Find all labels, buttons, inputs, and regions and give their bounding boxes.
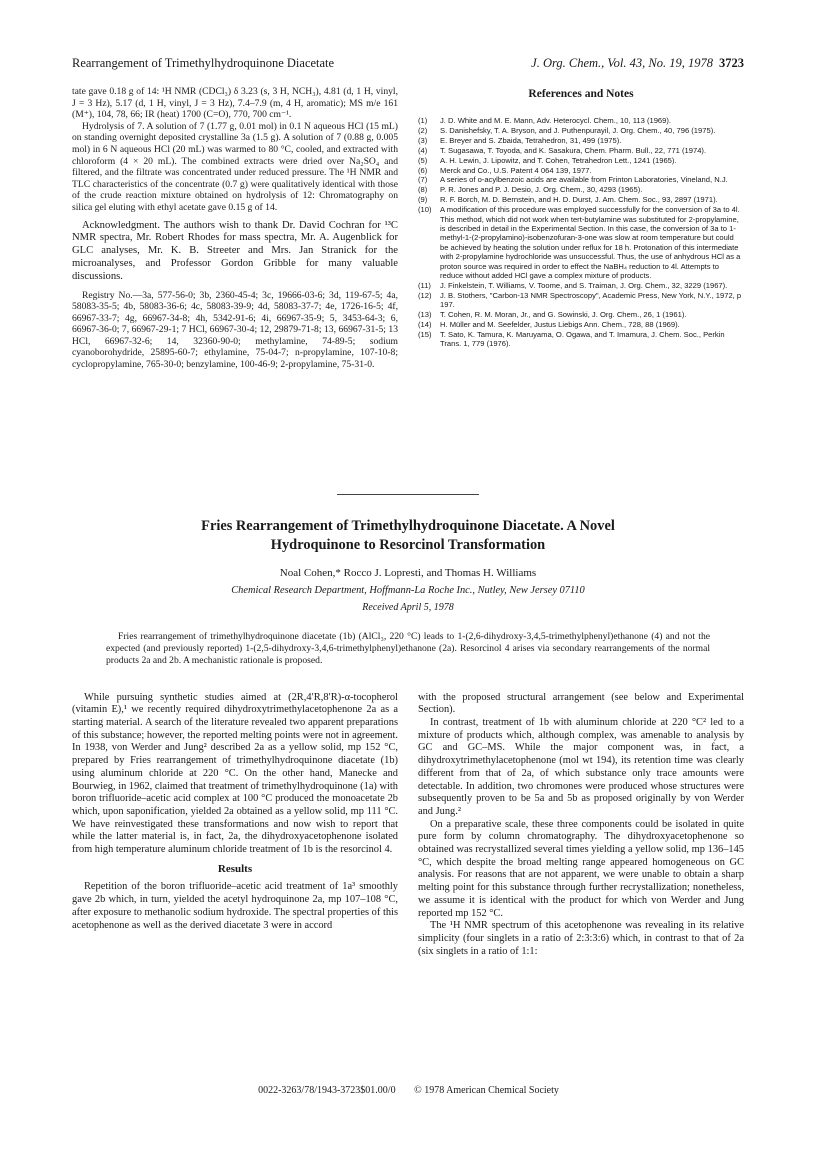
body-paragraph: with the proposed structural arrangement (see below and Experimental Section). <box>418 691 744 716</box>
body-paragraph: In contrast, treatment of 1b with aluminum chloride at 220 °C² led to a mixture of products which, although complex, was amenable to analysis by GC and GC–MS. While the major component was, in fact, a dihydroxytrimethylacetophenone (mol wt 194), its retention time was clearly different from that of 2a, of which substance only trace amounts were detectable. In addition, two chromones were produced whose structures were subsequently proven to be 5a and 5b as proposed originally by von Werder and Jung.² <box>418 717 744 817</box>
article-body <box>72 692 744 982</box>
body-paragraph: Repetition of the boron trifluoride–acetic acid treatment of 1a³ smoothly gave 2b which, in turn, yielded the acetyl hydroquinone 2a, mp 107–108 °C, after exposure to methanolic sodium hydroxide. The spectral properties of this acetophenone as well as the derived diacetate 3 were in accord <box>72 881 398 931</box>
reference-item: (3) E. Breyer and S. Zbaida, Tetrahedron, 31, 499 (1975). <box>418 135 622 145</box>
article-authors: Noal Cohen,* Rocco J. Lopresti, and Thomas H. Williams <box>279 567 537 579</box>
received-date: Received April 5, 1978 <box>362 602 454 613</box>
registry-numbers: Registry No.—3a, 577-56-0; 3b, 2360-45-4; 3c, 19666-03-6; 3d, 119-67-5; 4a, 58083-35-5; 4b, 58083-36-6; 4c, 58083-39-9; 4d, 58083-37-7; 4e, 1726-16-5; 4f, 66967-33-7; 4g, 66967-34-8; 4h, 5342-91-6; 4i, 66967-35-9; 5, 3453-64-3; 6, 66967-36-0; 7, 66967-29-1; 7 HCl, 66967-30-4; 12, 29879-71-8; 13, 66967-31-5; 13 HCl, 66967-32-6; 14, 32360-90-0; methylamine, 74-89-5; sodium cyanoborohydride, 25895-60-7; ethylamine, 75-04-7; n-propylamine, 107-10-8; cyclopropylamine, 765-30-0; benzylamine, 100-46-9; 2-propylamine, 75-31-0. <box>72 289 398 371</box>
references-column <box>418 86 744 349</box>
article-code: 0022-3263/78/1943-3723$01.00/0 <box>258 1085 396 1096</box>
reference-item: (11) J. Finkelstein, T. Williams, V. Toome, and S. Traiman, J. Org. Chem., 32, 3229 (1967). <box>418 280 728 290</box>
reference-item: (7) A series of o-acylbenzoic acids are available from Frinton Laboratories, Vineland, N.J. <box>418 175 728 185</box>
body-paragraph: On a preparative scale, these three components could be isolated in quite pure form by column chromatography. The dihydroxyacetophenone so obtained was recrystallized several times yielding a yellow solid, mp 136–145 °C, which despite the broad melting range appeared homogeneous on GC analysis. For reasons that are not apparent, we were unable to obtain a sharp melting point for this substance through further recrystallization; nonetheless, we assume it is identical with the product for which von Werder and Jung reported mp 152 °C. <box>418 818 744 919</box>
references-title: References and Notes <box>528 88 634 100</box>
reference-item: (2) S. Danishefsky, T. A. Bryson, and J. Puthenpurayil, J. Org. Chem., 40, 796 (1975). <box>418 125 716 135</box>
section-divider <box>337 494 479 495</box>
reference-item: (9) R. F. Borch, M. D. Bernstein, and H. D. Durst, J. Am. Chem. Soc., 93, 2897 (1971). <box>418 195 718 205</box>
experimental-paragraph: tate gave 0.18 g of 14: ¹H NMR (CDCl₃) δ 3.23 (s, 3 H, NCH₃), 4.81 (d, 1 H, vinyl, J = 3 Hz), 5.17 (d, 1 H, vinyl, J = 3 Hz), 7.4–7.9 (m, 4 H, aromatic); MS m/e 161 (M⁺), 104, 78, 66; IR (heat) 1700 (C=O), 770, 700 cm⁻¹. <box>72 86 398 121</box>
running-title: Rearrangement of Trimethylhydroquinone Diacetate <box>72 56 335 70</box>
page-number: 3723 <box>719 56 744 70</box>
journal-citation <box>531 56 744 71</box>
reference-list <box>418 116 744 349</box>
reference-item: (5) A. H. Lewin, J. Lipowitz, and T. Cohen, Tetrahedron Lett., 1241 (1965). <box>418 155 677 165</box>
running-header <box>72 56 744 76</box>
acknowledgment: Acknowledgment. The authors wish to thank Dr. David Cochran for ¹³C NMR spectra, Mr. Robert Rhodes for mass spectra, Mr. A. Augenblick for GLC analyses, Mr. K. B. Streeter and Mrs. Jan Stranick for the microanalyses, and Professor Gordon Gribble for many valuable discussions. <box>72 219 398 282</box>
abstract: Fries rearrangement of trimethylhydroquinone diacetate (1b) (AlCl₃, 220 °C) leads to 1-(2,6-dihydroxy-3,4,5-trimethylphenyl)ethanone (4) and not the expected (and previously reported) 1-(2,5-dihydroxy-3,4,6-trimethylphenyl)ethanone (2a). Resorcinol 4 arises via secondary rearrangements of the normal products 2a and 2b. A mechanistic rationale is proposed. <box>106 631 710 667</box>
reference-item: (6) Merck and Co., U.S. Patent 4 064 139, 1977. <box>418 165 592 175</box>
body-paragraph: The ¹H NMR spectrum of this acetophenone was revealing in its relative simplicity (four singlets in a ratio of 2:3:3:6) which, in contrast to that of 2a (six singlets in a ratio of 1:1: <box>418 920 744 957</box>
reference-item: (1) J. D. White and M. E. Mann, Adv. Heterocycl. Chem., 10, 113 (1969). <box>418 116 672 125</box>
reference-item: (13) T. Cohen, R. M. Moran, Jr., and G. Sowinski, J. Org. Chem., 26, 1 (1961). <box>418 310 687 320</box>
reference-item: (12) J. B. Stothers, "Carbon-13 NMR Spectroscopy", Academic Press, New York, N.Y., 1972, p 197. <box>418 290 742 310</box>
reference-item: (8) P. R. Jones and P. J. Desio, J. Org. Chem., 30, 4293 (1965). <box>418 185 643 195</box>
reference-item: (4) T. Sugasawa, T. Toyoda, and K. Sasakura, Chem. Pharm. Bull., 22, 771 (1974). <box>418 145 707 155</box>
previous-article-column <box>72 86 398 371</box>
article-affiliation: Chemical Research Department, Hoffmann-La Roche Inc., Nutley, New Jersey 07110 <box>231 585 585 596</box>
journal-name: J. Org. Chem., Vol. 43, No. 19, 1978 <box>531 56 713 70</box>
section-heading-results: Results <box>217 862 253 875</box>
previous-article-section <box>72 86 744 478</box>
reference-item: (15) T. Sato, K. Tamura, K. Maruyama, O. Ogawa, and T. Imamura, J. Chem. Soc., Perkin Trans. 1, 779 (1976). <box>418 329 725 349</box>
article-title: Fries Rearrangement of Trimethylhydroquinone Diacetate. A Novel Hydroquinone to Resorcinol Transformation <box>201 518 615 553</box>
copyright: © 1978 American Chemical Society <box>414 1085 559 1096</box>
journal-page <box>72 56 744 982</box>
body-right-column <box>418 692 744 959</box>
experimental-paragraph: Hydrolysis of 7. A solution of 7 (1.77 g, 0.01 mol) in 0.1 N aqueous HCl (15 mL) on standing overnight deposited crystalline 3a (1.5 g). A solution of 7 (0.88 g, 0.005 mol) in 6 N aqueous HCl (20 mL) was warmed to 80 °C, cooled, and extracted with chloroform (4 × 20 mL). The combined extracts were dried over Na₂SO₄ and filtered, and the filtrate was concentrated under reduced pressure. The ¹H NMR and TLC characteristics of the concentrate (0.7 g) were qualitatively identical with those of the crude reaction mixture obtained on hydrolysis of 12: Chromatography on silica gel eluting with ethyl acetate gave 0.15 g of 14. <box>72 120 398 213</box>
reference-item: (14) H. Müller and M. Seefelder, Justus Liebigs Ann. Chem., 728, 88 (1969). <box>418 320 680 330</box>
reference-item: (10) A modification of this procedure was employed successfully for the conversion of 3a to 4l. This method, which did not work when tert-butylamine was substituted for 2-propylamine, is described in detail in the Experimental Section. In this case, the conversion of 3a to 1-methyl-1-(2-propylamino)-isobenzofuran-3-one was slow at room temperature but could be achieved by heating the solution under reflux for 18 h. Protonation of this intermediate with 2-propylamine hydrochloride was unsuccessful. Thus, the use of anhydrous HCl as a proton source was required in order to effect the NaBH₄ reduction to 4l. Attempts to reduce without added HCl gave a complex mixture of products. <box>418 205 741 280</box>
body-paragraph: While pursuing synthetic studies aimed at (2R,4′R,8′R)-α-tocopherol (vitamin E),¹ we recently required dihydroxytrimethylacetophenone 2a as a starting material. A search of the literature revealed two apparent preparations of this substance; however, the reported melting points were not in agreement. In 1938, von Werder and Jung² described 2a as a yellow solid, mp 152 °C, prepared by Fries rearrangement of trimethylhydroquinone diacetate (1b) using aluminum chloride at 220 °C. On the other hand, Manecke and Bourwieg, in 1962, claimed that treatment of trimethylhydroquinone (1a) with boron trifluoride–acetic acid complex at 100 °C produced the monoacetate 2b which, upon saponification, yielded 2a obtained as a yellow solid, mp 111 °C. We have reinvestigated these transformations and now wish to report that while the latter material is, in fact, 2a, the dihydroxyacetophenone isolated from high temperature aluminum chloride treatment of 1b is the resorcinol 4. <box>72 691 398 856</box>
body-left-column <box>72 692 398 933</box>
page-footer <box>0 1085 817 1096</box>
